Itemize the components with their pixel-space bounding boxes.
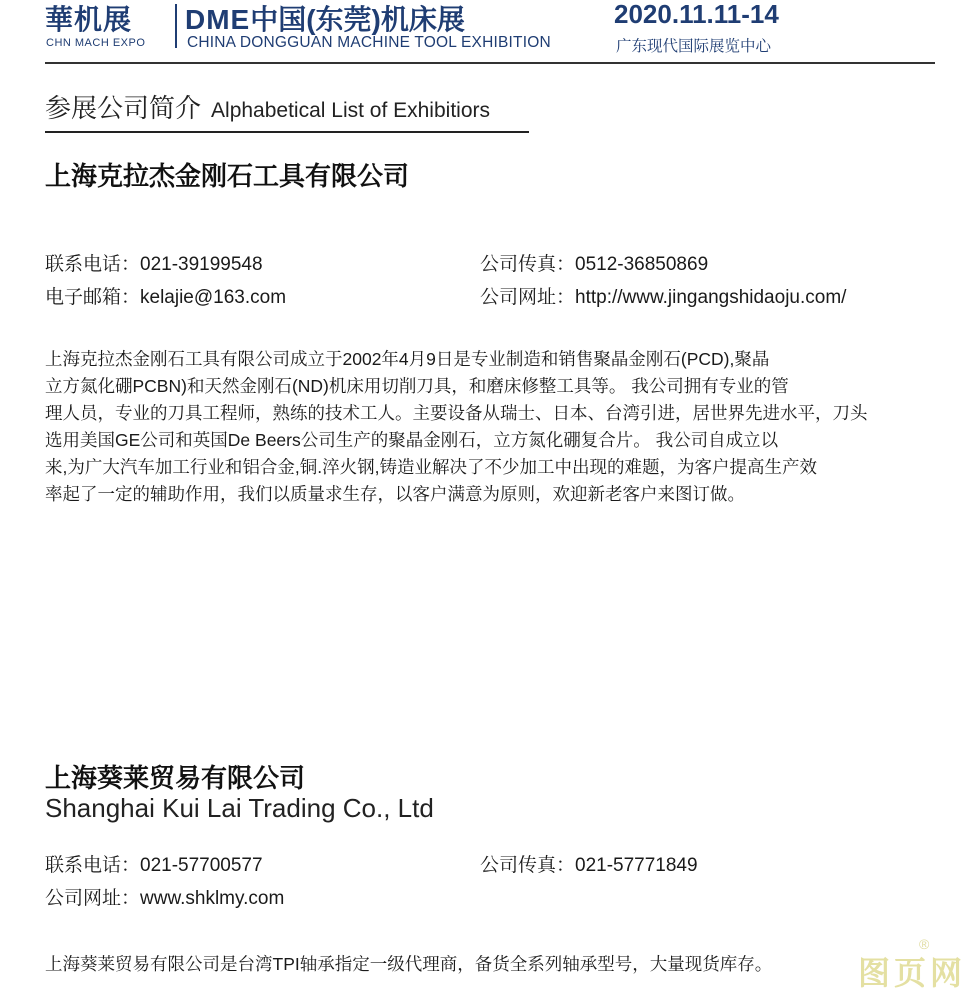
company-1-description [45, 346, 868, 508]
exhibition-dates: 2020.11.11-14 [614, 0, 779, 29]
description-line: 来,为广大汽车加工行业和铝合金,铜.淬火钢,铸造业解决了不少加工中出现的难题，为客户提高生产效 [45, 457, 817, 477]
header-rule [45, 62, 935, 64]
header-divider [175, 4, 177, 48]
company-1-website[interactable]: 公司网址：http://www.jingangshidaoju.com/ [480, 287, 847, 308]
description-line: 立方氮化硼PCBN)和天然金刚石(ND)机床用切削刀具，和磨床修整工具等。 我公司拥有专业的管 [45, 376, 789, 396]
section-rule [45, 131, 529, 133]
company-1-phone: 联系电话：021-39199548 [45, 254, 263, 275]
section-title-en: Alphabetical List of Exhibitiors [211, 99, 490, 122]
watermark-logo: 图页网 [858, 955, 967, 991]
description-line: 率起了一定的辅助作用，我们以质量求生存，以客户满意为原则，欢迎新老客户来图订做。 [45, 484, 745, 504]
exhibition-venue: 广东现代国际展览中心 [616, 38, 772, 55]
dme-title [185, 0, 465, 38]
exhibition-header [45, 0, 935, 64]
dme-title-cn: 中国(东莞)机床展 [250, 4, 465, 35]
dme-mark: DME [185, 4, 251, 35]
company-2-website[interactable]: 公司网址：www.shklmy.com [45, 888, 285, 909]
company-1-fax: 公司传真：0512-36850869 [480, 254, 709, 275]
company-2-name-en: Shanghai Kui Lai Trading Co., Ltd [45, 793, 434, 823]
chn-mach-expo-logo: 華机展 [45, 4, 133, 35]
section-title-cn: 参展公司简介 [45, 93, 202, 123]
description-line: 选用美国GE公司和英国De Beers公司生产的聚晶金刚石，立方氮化硼复合片。 我公司自成立以 [45, 430, 779, 450]
section-heading [45, 88, 490, 125]
exhibition-title-en: CHINA DONGGUAN MACHINE TOOL EXHIBITION [187, 34, 551, 51]
company-2-name: 上海葵莱贸易有限公司 [45, 763, 306, 793]
company-1-name: 上海克拉杰金刚石工具有限公司 [45, 161, 410, 191]
description-line: 上海克拉杰金刚石工具有限公司成立于2002年4月9日是专业制造和销售聚晶金刚石(PCD),聚晶 [45, 349, 770, 369]
chn-mach-expo-logo-en: CHN MACH EXPO [46, 37, 146, 49]
company-2-description [45, 951, 772, 978]
description-line: 理人员，专业的刀具工程师，熟练的技术工人。主要设备从瑞士、日本、台湾引进，居世界先进水平，刀头 [45, 403, 868, 423]
company-1-email[interactable]: 电子邮箱：kelajie@163.com [45, 287, 287, 308]
description-line: 上海葵莱贸易有限公司是台湾TPI轴承指定一级代理商，备货全系列轴承型号，大量现货库存。 [45, 954, 773, 974]
company-2-fax: 公司传真：021-57771849 [480, 855, 698, 876]
registered-mark-icon: ® [919, 936, 930, 952]
company-2-phone: 联系电话：021-57700577 [45, 855, 263, 876]
